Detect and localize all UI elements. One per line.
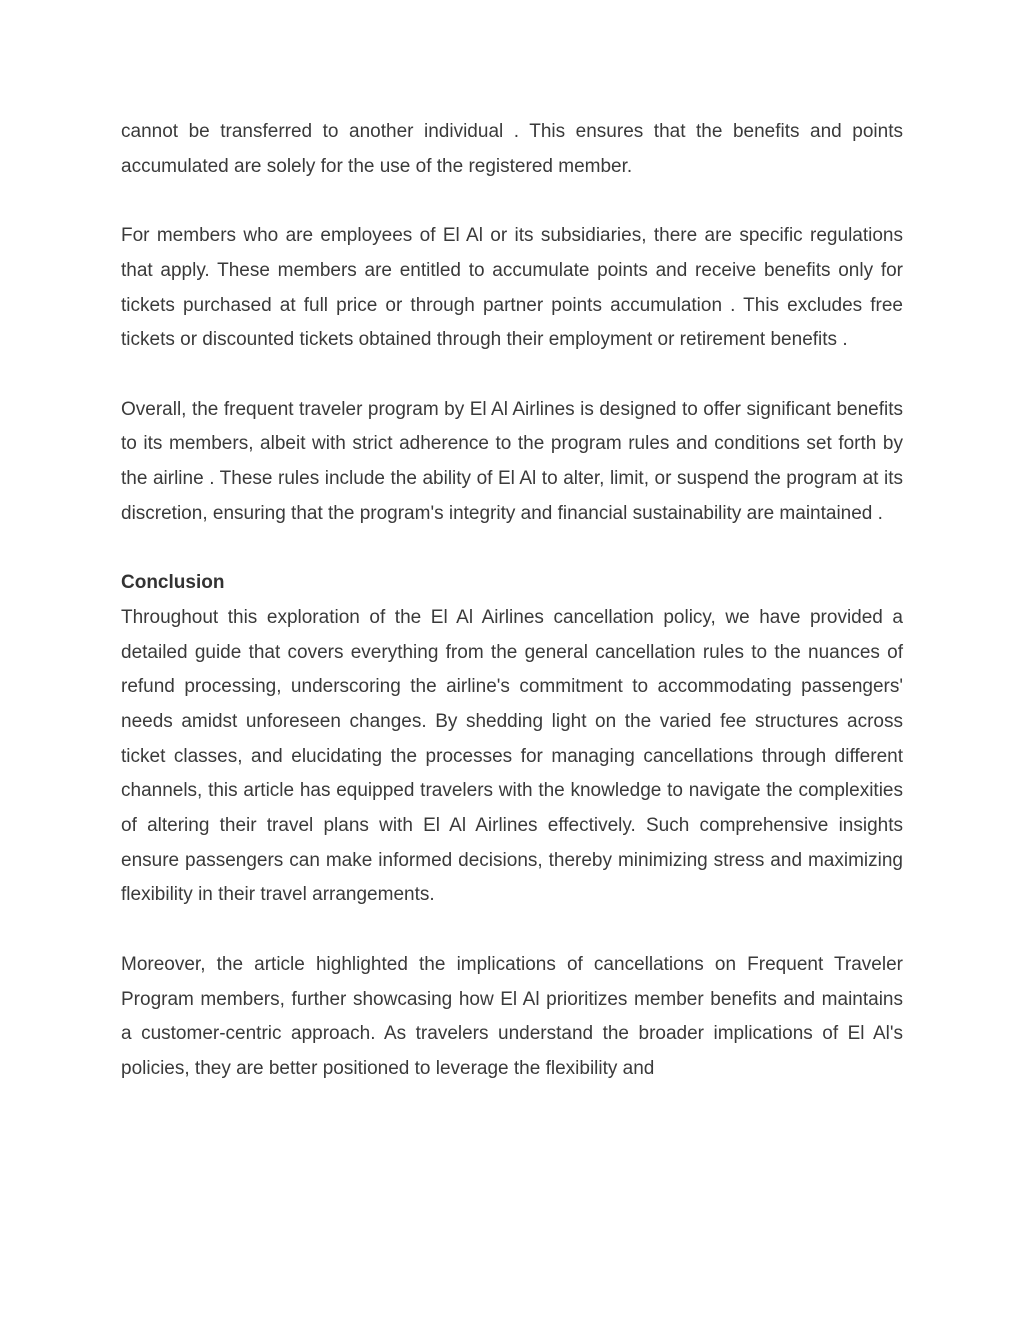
paragraph-conclusion-continued: Moreover, the article highlighted the implications of cancellations on Frequent Traveler Program members, further showcasing how El Al prioritizes member benefits and maintains a customer-centric approach. As travelers understand the broader implications of El Al's policies, they are better positioned to leverage the flexibility and xyxy=(121,953,903,1079)
paragraph-program-overview: Overall, the frequent traveler program by El Al Airlines is designed to offer significant benefits to its members, albeit with strict adherence to the program rules and conditions set forth by the airline . These rules include the ability of El Al to alter, limit, or suspend the program at its discretion, ensuring that the program's integrity and financial sustainability are maintained . xyxy=(121,398,903,524)
document-page xyxy=(121,115,903,1087)
section-heading-conclusion: Conclusion xyxy=(121,572,225,594)
paragraph-employee-regulations: For members who are employees of El Al or its subsidiaries, there are specific regulations that apply. These members are entitled to accumulate points and receive benefits only for tickets purchased at full price or through partner points accumulation . This excludes free tickets or discounted tickets obtained through their employment or retirement benefits . xyxy=(121,225,903,351)
paragraph-conclusion-summary: Throughout this exploration of the El Al Airlines cancellation policy, we have provided a detailed guide that covers everything from the general cancellation rules to the nuances of refund processing, underscoring the airline's commitment to accommodating passengers' needs amidst unforeseen changes. By shedding light on the varied fee structures across ticket classes, and elucidating the processes for managing cancellations through different channels, this article has equipped travelers with the knowledge to navigate the complexities of altering their travel plans with El Al Airlines effectively. Such comprehensive insights ensure passengers can make informed decisions, thereby minimizing stress and maximizing flexibility in their travel arrangements. xyxy=(121,606,903,906)
paragraph-transfer-restriction: cannot be transferred to another individual . This ensures that the benefits and points accumulated are solely for the use of the registered member. xyxy=(121,121,903,177)
